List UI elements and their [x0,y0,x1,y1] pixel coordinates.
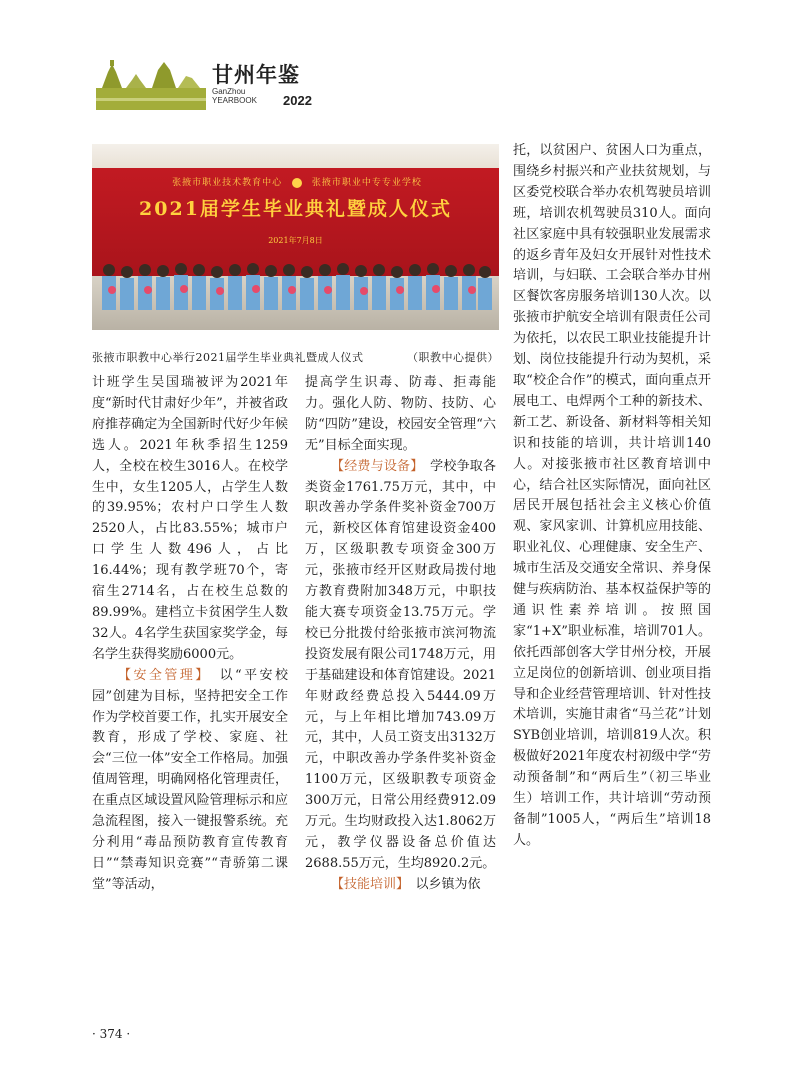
yearbook-sub-line1: GanZhou [212,87,246,96]
yearbook-sub-line2: YEARBOOK [212,96,257,105]
graduates-crowd-image [98,256,493,320]
paragraph-safety-cont: 提高学生识毒、防毒、拒毒能力。强化人防、物防、技防、心防“四防”建设，校园安全管理“六无”目标全面实现。 [305,375,496,453]
text-column-3 [513,141,711,852]
ceremony-photo [92,144,499,330]
page-number: · 374 · [92,1027,131,1041]
yearbook-subtitle [212,87,257,105]
paragraph-safety [92,666,288,896]
paragraph-enrollment: 计班学生吴国瑞被评为2021年度“新时代甘肃好少年”，并被省政府推荐确定为全国新时代好少年候选人。2021年秋季招生1259人，全校在校生3016人。在校学生中，女生1205人，占学生人数的39.95%；农村户口学生人数2520人，占比83.55%；城市户口学生人数496人，占比16.44%；现有教学班70个，寄宿生2714名，占在校生总数的89.99%。建档立卡贫困学生人数32人。4名学生获国家奖学金，每名学生获得奖励6000元。 [92,375,288,662]
training-body-start: 以乡镇为依 [415,876,481,892]
section-heading-funding: 【经费与设备】 [331,458,417,474]
caption-credit: （职教中心提供） [407,351,499,364]
paragraph-training-start [305,875,496,896]
section-heading-training: 【技能培训】 [331,876,403,892]
school-emblem-icon [292,178,302,188]
section-heading-safety: 【安全管理】 [118,667,205,683]
photo-caption [92,349,499,365]
yearbook-logo-image [96,58,206,110]
yearbook-year: 2022 [283,93,312,108]
text-column-2 [305,373,496,896]
band-left-text: 张掖市职业技术教育中心 [172,178,283,188]
text-column-1 [92,373,288,896]
paragraph-training-cont: 托，以贫困户、贫困人口为重点，围绕乡村振兴和产业扶贫规划，与区委党校联合举办农机驾驶员培训班，培训农机驾驶员310人。面向社区家庭中具有较强职业发展需求的返乡青年及妇女开展针对性技术培训，与妇联、工会联合举办甘州区餐饮客房服务培训130人次。以张掖市护航安全培训有限责任公司为依托，以农民工职业技能提升计划、岗位技能提升行动为契机，采取“校企合作”的模式，面向重点开展电工、电焊两个工种的新技术、新工艺、新设备、新材料等相关知识和技能的培训，共计培训140人。对接张掖市社区教育培训中心，结合社区实际情况，面向社区居民开展包括社会主义核心价值观、家风家训、计算机应用技能、职业礼仪、心理健康、安全生产、城市生活及交通安全常识、养身保健与疾病防治、基本权益保护等的通识性素养培训。按照国家“1+X”职业标准，培训701人。依托西部创客大学甘州分校，开展立足岗位的创新培训、创业项目指导和企业经营管理培训、针对性技术培训，实施甘肃省“马兰花”计划SYB创业培训，培训819人次。积极做好2021年度农村初级中学“劳动预备制”和“两后生”（初三毕业生）培训工作，共计培训“劳动预备制”1005人，“两后生”培训18人。 [513,143,711,848]
paragraph-funding [305,457,496,875]
photo-banner-date: 2021年7月8日 [268,236,323,245]
caption-text: 张掖市职教中心举行2021届学生毕业典礼暨成人仪式 [92,351,364,364]
safety-body: 以“平安校园”创建为目标，坚持把安全工作作为学校首要工作，扎实开展安全教育，形成了学校、家庭、社会“三位一体”安全工作格局。加强值周管理，明确网格化管理责任，在重点区域设置风险管理标示和应急流程图，接入一键报警系统。充分利用“毒品预防教育宣传教育日”“禁毒知识竞赛”“青骄第二课堂”等活动， [92,667,288,892]
photo-banner-title: 2021届学生毕业典礼暨成人仪式 [139,198,452,220]
photo-school-band [132,174,462,192]
funding-body: 学校争取各类资金1761.75万元，其中，中职改善办学条件奖补资金700万元，新校区体育馆建设资金400万，区级职教专项资金300万元，张掖市经开区财政局拨付地方教育费附加348万元，中职技能大赛专项资金13.75万元。学校已分批拨付给张掖市滨河物流投资发展有限公司1748万元，用于基础建设和体育馆建设。2021年财政经费总投入5444.09万元，与上年相比增加743.09万元，其中，人员工资支出3132万元，中职改善办学条件奖补资金1100万元，区级职教专项资金300万元，日常公用经费912.09万元。生均财政投入达1.8062万元，教学仪器设备总价值达2688.55万元，生均8920.2元。 [305,458,496,871]
yearbook-title: 甘州年鉴 [212,63,300,87]
band-right-text: 张掖市职业中专专业学校 [311,178,422,188]
